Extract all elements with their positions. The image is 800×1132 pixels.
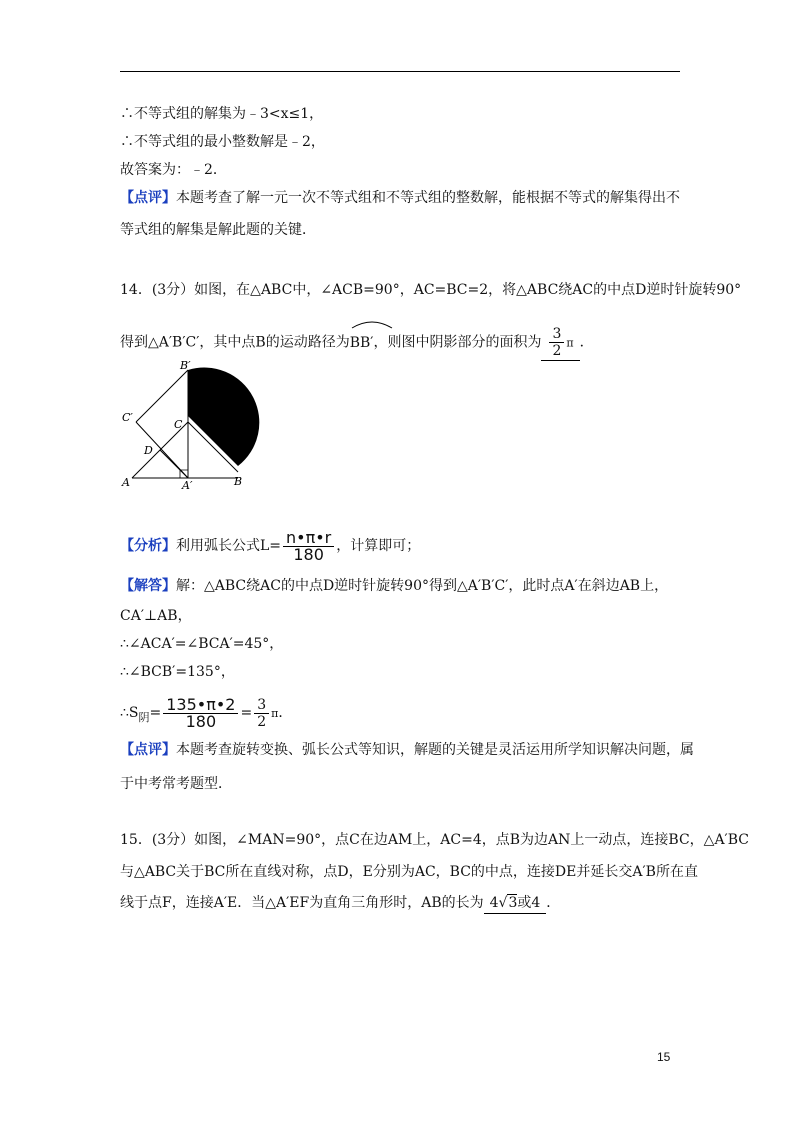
question-text: ，则图中阴影部分的面积为 xyxy=(373,334,542,351)
page-number: 15 xyxy=(657,1050,671,1064)
question-14-title: 14．(3分）如图，在△ABC中，∠ACB=90°，AC=BC=2，将△ABC绕AC的中点D逆时针旋转90° xyxy=(120,282,742,298)
answer-blank: 4√3或4 xyxy=(484,893,547,914)
solution-tag: 【解答】 xyxy=(120,578,176,594)
solution-line: 【解答】解：△ABC绕AC的中点D逆时针旋转90°得到△A′B′C′，此时点A′在斜边AB上， xyxy=(120,578,669,594)
text-line: 等式组的解集是解此题的关键． xyxy=(120,222,316,238)
answer-blank xyxy=(541,326,579,361)
arc-length-formula: $\frac{n•\pi•r}{180}$ xyxy=(283,530,334,563)
question-15-title: 15．(3分）如图，∠MAN=90°，点C在边AM上，AC=4，点B为边AN上一动点，连接BC，△A′BC xyxy=(120,832,749,848)
label-A-prime: A′ xyxy=(182,479,193,490)
label-B-prime: B′ xyxy=(180,359,191,372)
segment-B-prime-C-prime xyxy=(136,370,188,422)
question-text: 得到△A′B′C′，其中点B的运动路径为 xyxy=(120,334,350,351)
review-text: 本题考查了解一元一次不等式组和不等式组的整数解，能根据不等式的解集得出不 xyxy=(176,190,680,206)
question-15-line2: 与△ABC关于BC所在直线对称，点D，E分别为AC，BC的中点，连接DE并延长交A′B所在直 xyxy=(120,864,698,880)
pi-symbol: π xyxy=(566,336,574,350)
review-tag: 【点评】 xyxy=(120,190,176,206)
text-line: 故答案为：﹣2． xyxy=(120,162,227,178)
solution-line: ∴∠ACA′=∠BCA′=45°， xyxy=(120,636,284,652)
label-B: B xyxy=(234,475,243,488)
shaded-region xyxy=(188,368,259,466)
question-15-line3: 线于点F，连接A′E．当△A′EF为直角三角形时，AB的长为 4√3或4 ． xyxy=(120,893,560,914)
answer-fraction: $\frac{3}{2}$ xyxy=(549,326,564,359)
label-A: A xyxy=(122,476,130,489)
text-line: ∴不等式组的解集为﹣3<x≤1， xyxy=(120,106,324,122)
area-fraction: $\frac{135•\pi•2}{180}$ xyxy=(163,697,238,730)
header-rule xyxy=(120,71,680,72)
label-C: C xyxy=(174,418,183,431)
arc-label: BB′ xyxy=(349,334,374,351)
label-D: D xyxy=(144,444,153,457)
segment-D-A-prime xyxy=(160,450,188,478)
review-line xyxy=(120,188,680,208)
analysis-tag: 【分析】 xyxy=(120,538,176,554)
text-line: ∴不等式组的最小整数解是﹣2， xyxy=(120,134,325,150)
solution-line: CA′⊥AB， xyxy=(120,608,192,624)
question-14-line2: 得到△A′B′C′，其中点B的运动路径为 BB′，则图中阴影部分的面积为 $\frac{3}{2}$ π ． xyxy=(120,326,594,361)
label-C-prime: C′ xyxy=(122,411,133,424)
result-fraction: $\frac{3}{2}$ xyxy=(254,697,269,730)
solution-line: ∴∠BCB′=135°， xyxy=(120,664,235,680)
geometry-figure xyxy=(112,358,262,490)
arc-notation xyxy=(350,327,374,359)
review-line: 【点评】本题考查旋转变换、弧长公式等知识，解题的关键是灵活运用所学知识解决问题，属 xyxy=(120,742,694,758)
arc-icon xyxy=(350,319,394,329)
solution-area-line: $\therefore S_阴=$ $\frac{135•\pi•2}{180}$ = $\frac{3}{2}$ π． xyxy=(120,694,293,731)
analysis-line: 【分析】利用弧长公式L= $\frac{n•\pi•r}{180}$ ，计算即可； xyxy=(120,527,421,564)
review-line: 于中考常考题型． xyxy=(120,776,232,792)
review-tag: 【点评】 xyxy=(120,742,176,758)
